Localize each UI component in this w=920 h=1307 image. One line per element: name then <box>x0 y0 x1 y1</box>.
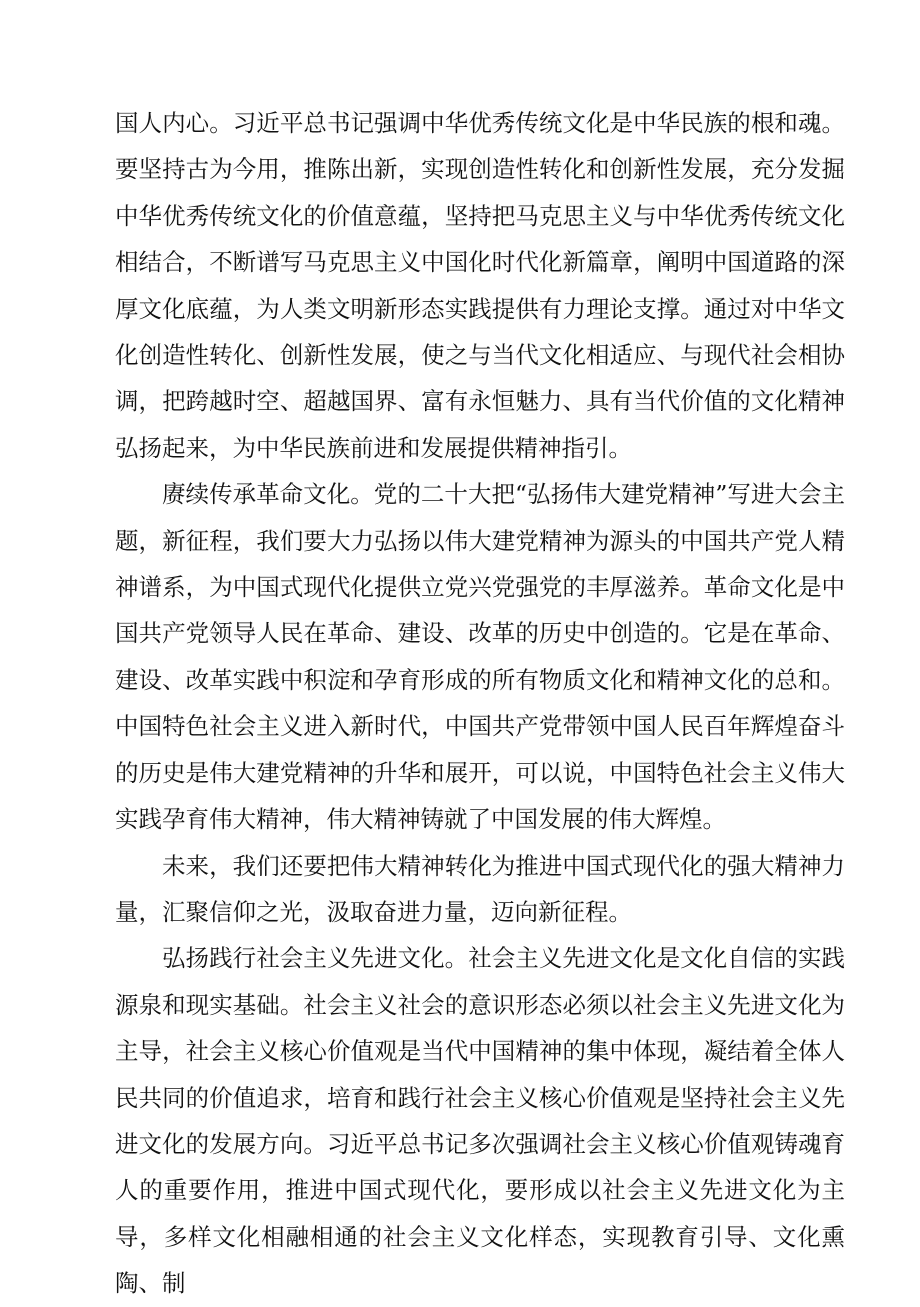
paragraph-socialist-advanced-culture: 弘扬践行社会主义先进文化。社会主义先进文化是文化自信的实践源泉和现实基础。社会主义社会的意识形态必须以社会主义先进文化为主导，社会主义核心价值观是当代中国精神的集中体现，凝结着全体人民共同的价值追求，培育和践行社会主义核心价值观是坚持社会主义先进文化的发展方向。习近平总书记多次强调社会主义核心价值观铸魂育人的重要作用，推进中国式现代化，要形成以社会主义先进文化为主导，多样文化相融相通的社会主义文化样态，实现教育引导、文化熏陶、制 <box>115 944 845 1298</box>
document-body <box>115 100 845 1307</box>
paragraph-continued: 国人内心。习近平总书记强调中华优秀传统文化是中华民族的根和魂。要坚持古为今用，推陈出新，实现创造性转化和创新性发展，充分发掘中华优秀传统文化的价值意蕴，坚持把马克思主义与中华优秀传统文化相结合，不断谱写马克思主义中国化时代化新篇章，阐明中国道路的深厚文化底蕴，为人类文明新形态实践提供有力理论支撑。通过对中华文化创造性转化、创新性发展，使之与当代文化相适应、与现代社会相协调，把跨越时空、超越国界、富有永恒魅力、具有当代价值的文化精神弘扬起来，为中华民族前进和发展提供精神指引。 <box>115 109 845 462</box>
paragraph-revolutionary-culture: 赓续传承革命文化。党的二十大把“弘扬伟大建党精神”写进大会主题，新征程，我们要大力弘扬以伟大建党精神为源头的中国共产党人精神谱系，为中国式现代化提供立党兴党强党的丰厚滋养。革命文化是中国共产党领导人民在革命、建设、改革的历史中创造的。它是在革命、建设、改革实践中积淀和孕育形成的所有物质文化和精神文化的总和。中国特色社会主义进入新时代，中国共产党带领中国人民百年辉煌奋斗的历史是伟大建党精神的升华和展开，可以说，中国特色社会主义伟大实践孕育伟大精神，伟大精神铸就了中国发展的伟大辉煌。 <box>115 480 845 834</box>
paragraph-future: 未来，我们还要把伟大精神转化为推进中国式现代化的强大精神力量，汇聚信仰之光，汲取奋进力量，迈向新征程。 <box>115 851 845 926</box>
